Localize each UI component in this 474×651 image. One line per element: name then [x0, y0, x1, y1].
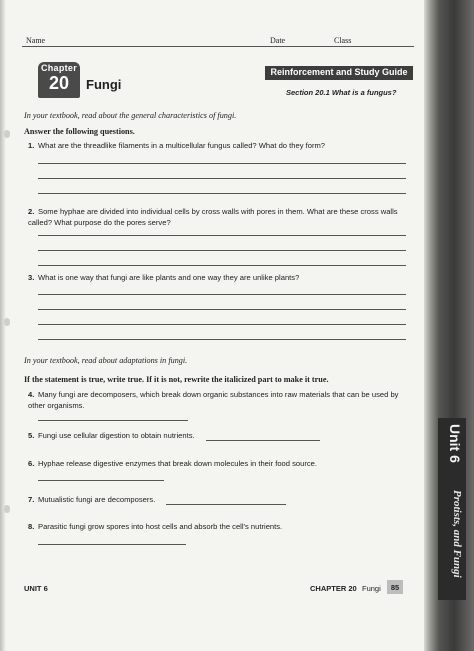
question-text: Some hyphae are divided into individual cells by cross walls with pores in them. What are these cross walls called? What purpose do the pores serve?	[28, 207, 398, 227]
guide-label: Reinforcement and Study Guide	[270, 67, 408, 77]
punch-hole	[4, 505, 10, 513]
answer-line[interactable]	[38, 339, 406, 340]
question-text: Hyphae release digestive enzymes that break down molecules in their food source.	[38, 459, 318, 468]
question-number: 8.	[28, 522, 35, 531]
part2-subheading: If the statement is true, write true. If it is not, rewrite the italicized part to make it true.	[24, 375, 329, 384]
answer-line[interactable]	[38, 309, 406, 310]
question-4	[28, 389, 408, 411]
footer-unit: UNIT 6	[24, 584, 48, 593]
answer-line[interactable]	[38, 420, 188, 421]
question-text: What are the threadlike filaments in a multicellular fungus called? What do they form?	[38, 141, 326, 150]
question-number: 5.	[28, 431, 35, 440]
question-8	[28, 521, 408, 532]
part1-subheading: Answer the following questions.	[24, 127, 135, 136]
answer-line[interactable]	[38, 178, 406, 179]
part1-instruction: In your textbook, read about the general characteristics of fungi.	[24, 111, 237, 120]
answer-line[interactable]	[38, 250, 406, 251]
question-number: 1.	[28, 141, 35, 150]
question-6	[28, 458, 408, 469]
question-number: 4.	[28, 390, 35, 399]
question-number: 3.	[28, 273, 35, 282]
punch-hole	[4, 130, 10, 138]
answer-line[interactable]	[38, 480, 164, 481]
answer-line[interactable]	[38, 235, 406, 236]
question-text: What is one way that fungi are like plants and one way they are unlike plants?	[38, 273, 300, 282]
question-number: 6.	[28, 459, 35, 468]
answer-line[interactable]	[38, 294, 406, 295]
side-tab-unit: Unit 6	[447, 424, 463, 463]
chapter-title: Fungi	[86, 77, 122, 92]
answer-line[interactable]	[38, 163, 406, 164]
question-number: 2.	[28, 207, 35, 216]
footer-chapter: CHAPTER 20	[310, 584, 357, 593]
answer-line[interactable]	[206, 440, 320, 441]
side-tab-topic: Protists, and Fungi	[451, 490, 463, 578]
question-text: Mutualistic fungi are decomposers.	[38, 495, 156, 504]
answer-line[interactable]	[38, 324, 406, 325]
date-label: Date	[270, 36, 286, 45]
chapter-word: Chapter	[40, 63, 78, 73]
name-label: Name	[26, 36, 46, 45]
page-number: 85	[390, 583, 400, 592]
answer-line[interactable]	[38, 544, 186, 545]
header-rule	[22, 46, 414, 47]
answer-line[interactable]	[38, 193, 406, 194]
chapter-number: 20	[48, 73, 70, 93]
footer-topic: Fungi	[362, 584, 381, 593]
class-label: Class	[334, 36, 352, 45]
question-text: Many fungi are decomposers, which break down organic substances into raw materials that can be used by other organisms.	[28, 390, 399, 410]
question-text: Fungi use cellular digestion to obtain nutrients.	[38, 431, 195, 440]
question-1	[28, 140, 408, 151]
answer-line[interactable]	[166, 504, 286, 505]
section-label: Section 20.1 What is a fungus?	[286, 88, 397, 97]
question-number: 7.	[28, 495, 35, 504]
question-2	[28, 206, 408, 228]
punch-hole	[4, 318, 10, 326]
answer-line[interactable]	[38, 265, 406, 266]
question-text: Parasitic fungi grow spores into host cells and absorb the cell's nutrients.	[38, 522, 283, 531]
part2-instruction: In your textbook, read about adaptations in fungi.	[24, 356, 188, 365]
question-3	[28, 272, 408, 283]
